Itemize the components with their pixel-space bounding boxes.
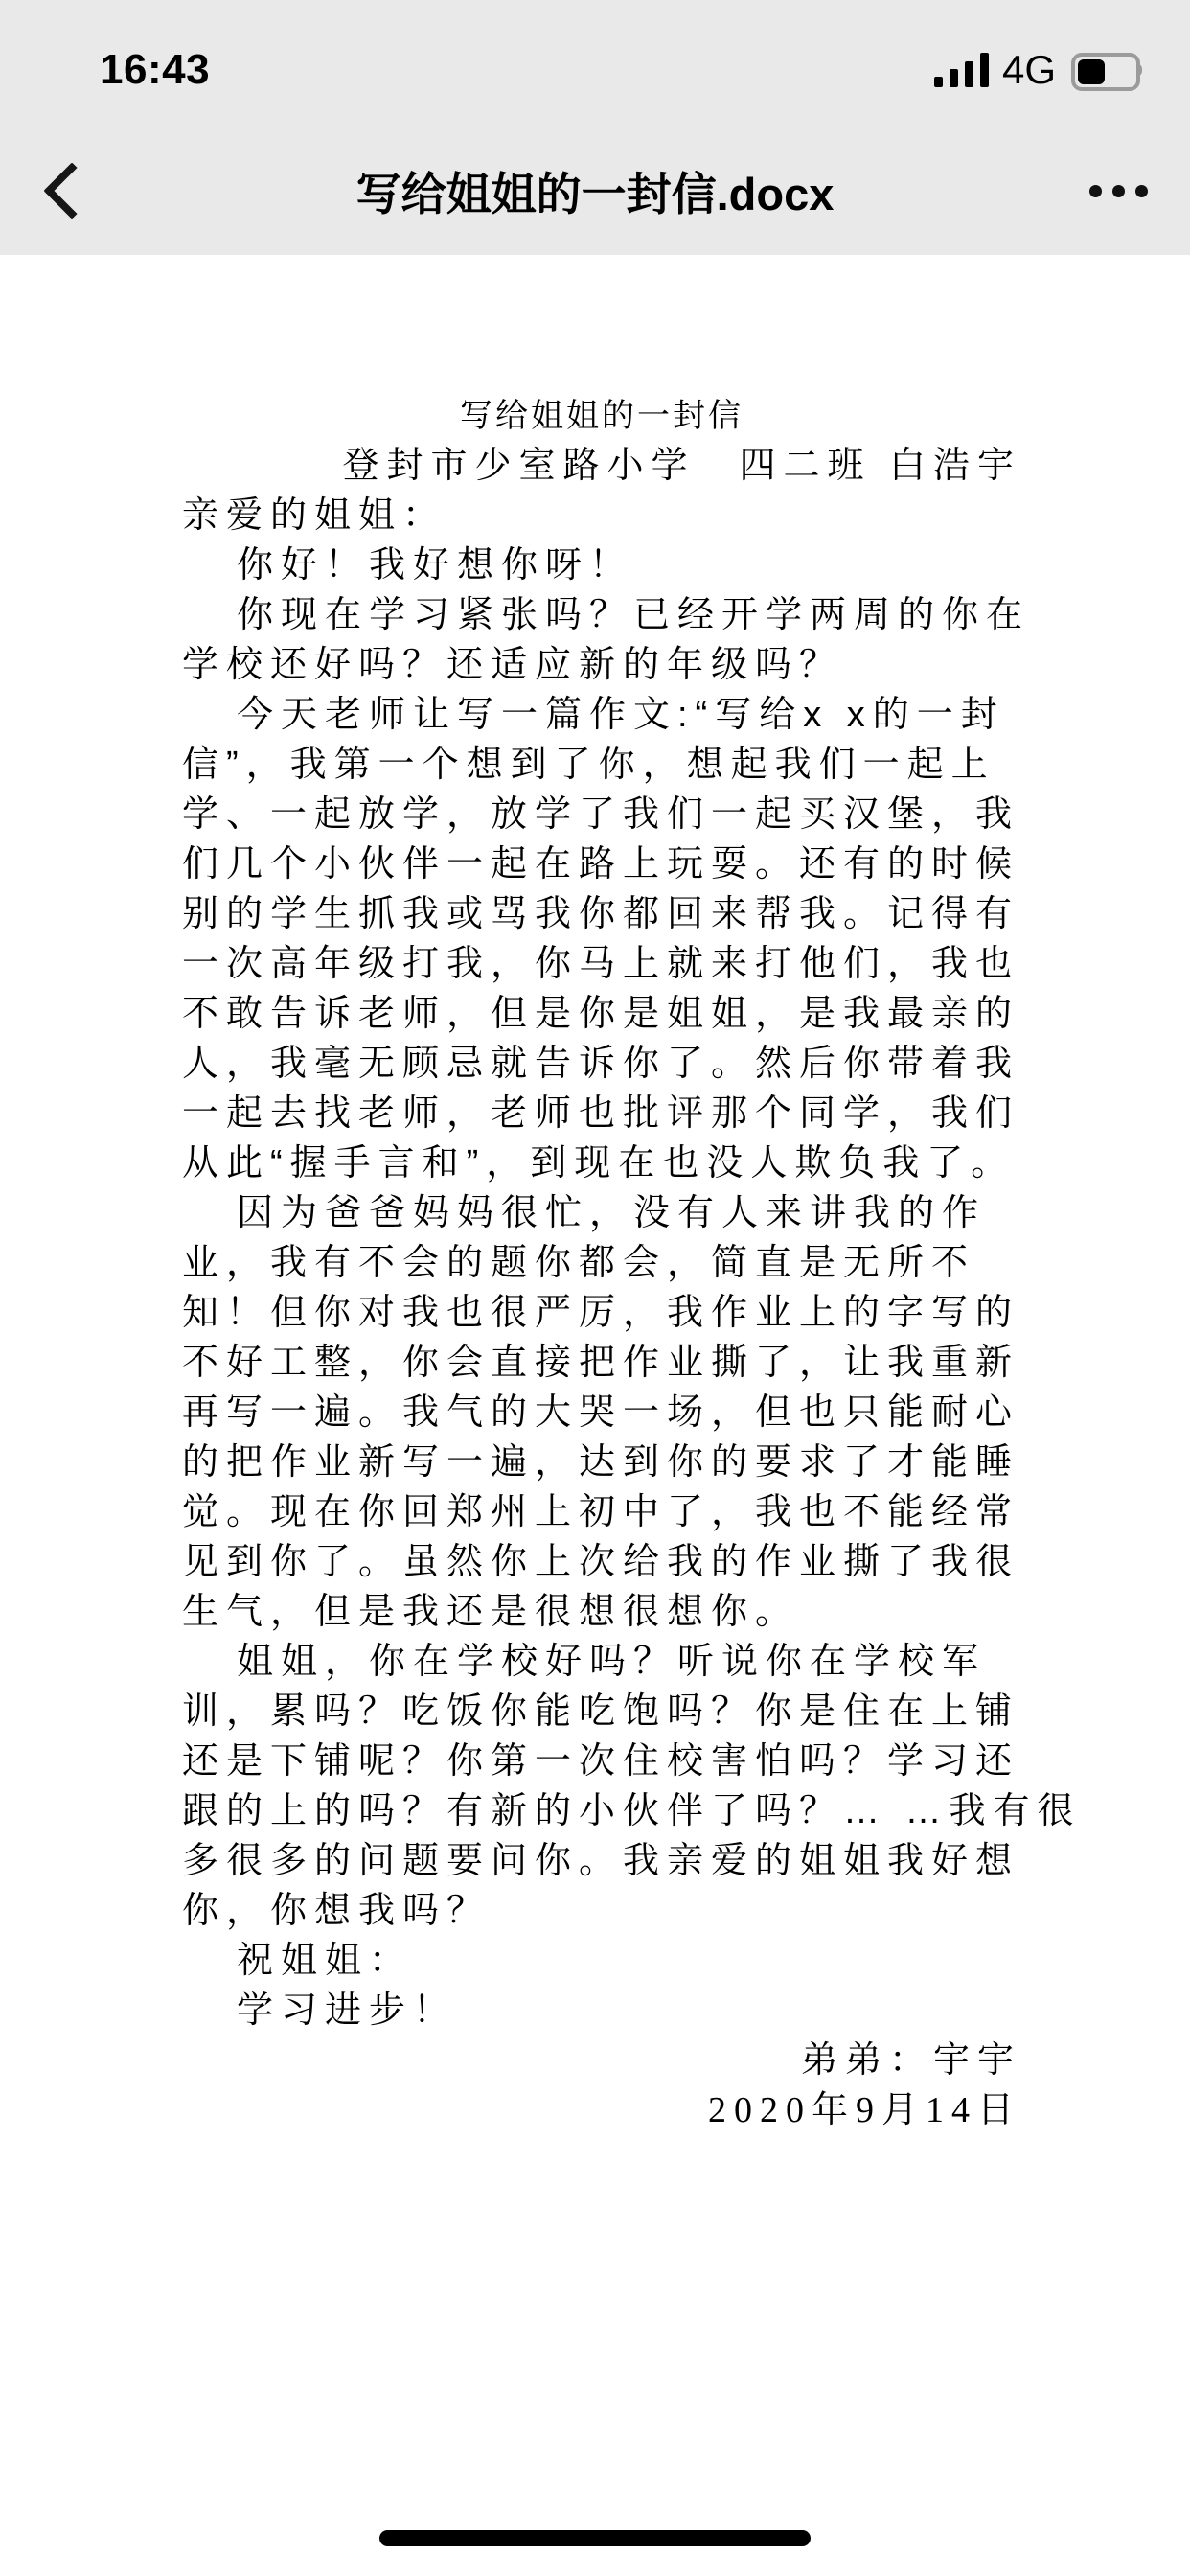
document-line: 见到你了。虽然你上次给我的作业撕了我很 xyxy=(182,1542,1020,1582)
nav-bar xyxy=(0,126,1190,255)
document-line: 学习进步！ xyxy=(237,1990,458,2031)
more-button[interactable] xyxy=(1062,185,1148,197)
document-line: 人，我毫无顾忌就告诉你了。然后你带着我 xyxy=(182,1044,1020,1084)
document-line: 觉。现在你回郑州上初中了，我也不能经常 xyxy=(182,1492,1020,1532)
document-line: 生气，但是我还是很想很想你。 xyxy=(182,1592,800,1632)
document-line: 登封市少室路小学 四二班 白浩宇 xyxy=(342,446,1021,486)
document-line: 们几个小伙伴一起在路上玩耍。还有的时候 xyxy=(182,844,1020,885)
document-line: 信”，我第一个想到了你，想起我们一起上 xyxy=(182,745,995,785)
back-button[interactable] xyxy=(42,171,128,211)
document-line: 亲爱的姐姐： xyxy=(182,495,447,536)
document-line: 你好！我好想你呀！ xyxy=(237,545,634,586)
document-line: 业，我有不会的题你都会，简直是无所不 xyxy=(182,1243,976,1283)
home-indicator[interactable] xyxy=(379,2530,811,2546)
document-line: 一起去找老师，老师也批评那个同学，我们 xyxy=(182,1093,1020,1134)
document-line: 还是下铺呢？你第一次住校害怕吗？学习还 xyxy=(182,1741,1020,1782)
status-bar xyxy=(0,0,1190,126)
document-line: 不好工整，你会直接把作业撕了，让我重新 xyxy=(182,1343,1020,1383)
document-line: 别的学生抓我或骂我你都回来帮我。记得有 xyxy=(182,894,1020,934)
status-time: 16:43 xyxy=(100,46,211,93)
document-line: 2020年9月14日 xyxy=(707,2090,1021,2130)
document-line: 学校还好吗？还适应新的年级吗？ xyxy=(182,645,844,685)
ellipsis-icon xyxy=(1112,185,1125,197)
document-line: 因为爸爸妈妈很忙，没有人来讲我的作 xyxy=(237,1193,987,1233)
document-line: 的把作业新写一遍，达到你的要求了才能睡 xyxy=(182,1442,1020,1483)
battery-icon xyxy=(1071,53,1142,87)
network-type-label: 4G xyxy=(1001,47,1056,92)
document-line: 写给姐姐的一封信 xyxy=(460,398,744,434)
document-line: 训，累吗？吃饭你能吃饱吗？你是住在上铺 xyxy=(182,1691,1020,1732)
document-line: 你，你想我吗？ xyxy=(182,1891,492,1931)
document-line: 多很多的问题要问你。我亲爱的姐姐我好想 xyxy=(182,1841,1020,1881)
document-line: 姐姐，你在学校好吗？听说你在学校军 xyxy=(237,1642,987,1682)
document-line: 知！但你对我也很严厉，我作业上的字写的 xyxy=(182,1293,1020,1333)
cellular-signal-icon xyxy=(934,53,989,87)
ellipsis-icon xyxy=(1135,185,1148,197)
document-line: 从此“握手言和”，到现在也没人欺负我了。 xyxy=(182,1143,1016,1184)
document-line: 今天老师让写一篇作文:“写给x x的一封 xyxy=(237,695,1005,735)
document-line: 一次高年级打我，你马上就来打他们，我也 xyxy=(182,944,1020,984)
document-line: 跟的上的吗？有新的小伙伴了吗？… …我有很 xyxy=(182,1791,1082,1831)
status-right-cluster xyxy=(934,47,1142,93)
document-body[interactable] xyxy=(0,255,1190,2576)
document-line: 不敢告诉老师，但是你是姐姐，是我最亲的 xyxy=(182,994,1020,1034)
document-line: 学、一起放学，放学了我们一起买汉堡，我 xyxy=(182,794,1020,835)
document-line: 你现在学习紧张吗？已经开学两周的你在 xyxy=(237,595,1031,635)
document-line: 弟弟：宇宇 xyxy=(800,2040,1021,2081)
document-line: 再写一遍。我气的大哭一场，但也只能耐心 xyxy=(182,1392,1020,1433)
header xyxy=(0,0,1190,255)
ellipsis-icon xyxy=(1089,185,1102,197)
document-line: 祝姐姐： xyxy=(237,1941,414,1981)
document-title: 写给姐姐的一封信.docx xyxy=(355,168,835,219)
chevron-left-icon xyxy=(43,162,100,218)
